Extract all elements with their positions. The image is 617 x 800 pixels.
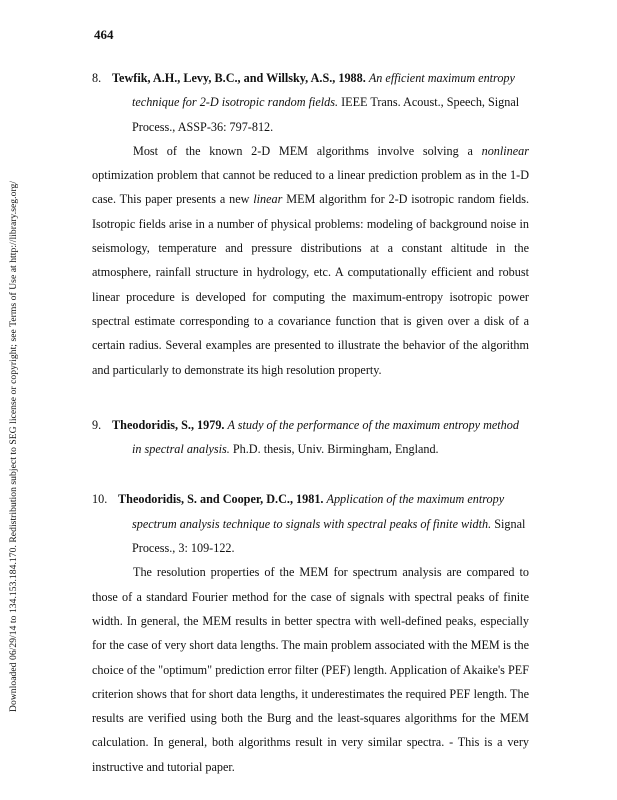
reference-title-continued: spectrum analysis technique to signals with spectral peaks of finite width. <box>132 516 492 531</box>
abstract-text: Most of the known 2-D MEM algorithms involve solving a <box>133 143 482 158</box>
reference-source: IEEE Trans. Acoust., Speech, Signal <box>338 95 520 110</box>
page-number: 464 <box>94 27 114 42</box>
reference-title: A study of the performance of the maximum entropy method <box>227 417 519 432</box>
download-notice: Downloaded 06/29/14 to 134.153.184.170. Redistribution subject to SEG license or copyright; see Terms of Use at http://library.seg.org/ <box>8 180 19 712</box>
reference-10-abstract: The resolution properties of the MEM for spectrum analysis are compared to those of a standard Fourier method for the case of signals with spectral peaks of finite width. In general, the MEM results in better spectra with well-defined peaks, especially for the case of very short data lengths. The main problem associated with the MEM is the choice of the "optimum" prediction error filter (PEF) length. Application of Akaike's PEF criterion shows that for short data lengths, it underestimates the required PEF length. The results are verified using both the Burg and the least-squares algorithms for the MEM calculation. In general, both algorithms result in very similar spectra. - This is a very instructive and tutorial paper. <box>92 565 529 774</box>
page-content <box>92 66 529 779</box>
reference-title: An efficient maximum entropy <box>368 71 515 85</box>
abstract-text: optimization problem that cannot be reduced to a linear prediction problem as in the 1-D case. This paper presents a new <box>92 168 529 207</box>
reference-number: 10. <box>92 492 108 507</box>
reference-source: Signal <box>491 516 526 531</box>
reference-title: Application of the maximum entropy <box>326 492 505 507</box>
reference-8-abstract <box>92 139 529 382</box>
reference-title-continued: in spectral analysis. <box>132 442 230 457</box>
reference-source-continued: Process., ASSP-36: 797-812. <box>132 119 274 134</box>
abstract-emphasis: linear <box>253 192 283 207</box>
reference-number: 9. <box>92 417 102 432</box>
reference-source-continued: Process., 3: 109-122. <box>132 541 235 556</box>
reference-source: Ph.D. thesis, Univ. Birmingham, England. <box>229 442 439 457</box>
reference-authors: Theodoridis, S., 1979. <box>112 417 225 432</box>
abstract-text: MEM algorithm for 2-D isotropic random fields. Isotropic fields arise in a number of physical problems: modeling of background noise in seismology, temperature and pressure distributions at a constant altitude in the atmosphere, rainfall structure in hydrology, etc. A computationally efficient and robust linear procedure is developed for computing the maximum-entropy isotropic power spectral estimate corresponding to a covariance function that is given over a disk of a certain radius. Several examples are presented to illustrate the behavior of the algorithm and particularly to demonstrate its high resolution property. <box>92 192 529 377</box>
reference-authors: Theodoridis, S. and Cooper, D.C., 1981. <box>118 492 324 507</box>
reference-number: 8. <box>92 71 102 85</box>
reference-title-continued: technique for 2-D isotropic random fields. <box>132 95 339 110</box>
reference-authors: Tewfik, A.H., Levy, B.C., and Willsky, A.S., 1988. <box>112 71 366 85</box>
reference-9 <box>92 413 529 462</box>
abstract-emphasis: nonlinear <box>481 143 529 158</box>
reference-8 <box>92 66 529 139</box>
reference-10 <box>92 487 529 560</box>
